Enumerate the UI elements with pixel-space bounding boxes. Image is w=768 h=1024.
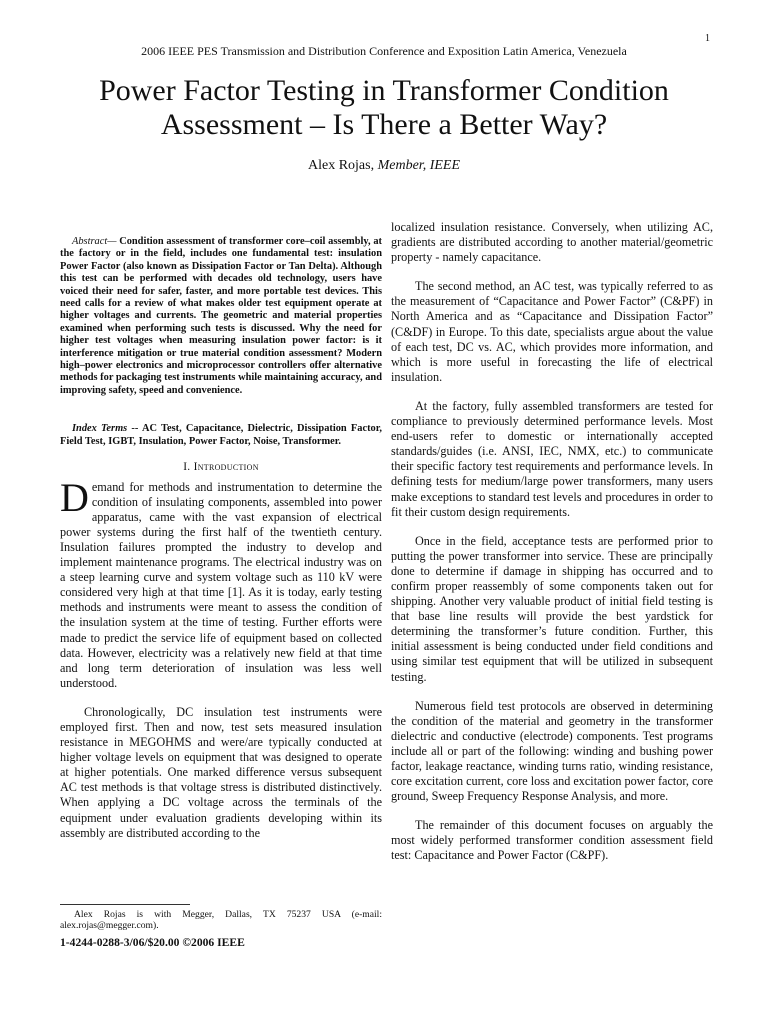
right-paragraph-4: Numerous field test protocols are observed in determining the condition of the material and geometry in the transformer dielectric and conductive (electrode) components. Test programs include all or part of the following: winding and bushing power factor, leakage reactance, winding turns ratio, winding resistance, core excitation current, core loss and excitation power factor, core ground, Sweep Frequency Response Analysis, and more. — [391, 698, 713, 804]
abstract-lead: Abstract— — [72, 236, 117, 247]
section-heading — [60, 460, 382, 475]
section-number: I. — [183, 461, 191, 474]
index-terms — [60, 423, 382, 448]
intro-paragraph-2: Chronologically, DC insulation test instruments were employed first. Then and now, test sets measured insulation resistance in MEGOHMS and were/are typically conducted at higher voltage levels on equipment that was designed to operate at higher potentials. One marked difference versus subsequent AC test methods is that voltage stress is distributed distinctively. When applying a DC voltage across the terminals of the equipment under evaluation gradients developing within its assembly are distributed according to the — [60, 704, 382, 840]
drop-cap: D — [60, 474, 89, 520]
abstract — [60, 236, 382, 397]
right-paragraph-1: The second method, an AC test, was typically referred to as the measurement of “Capacitance and Power Factor” (C&PF) in North America and as “Capacitance and Dissipation Factor” (C&DF) in Europe. To this date, specialists argue about the value of each test, DC vs. AC, which provides more information, and which is more useful in forecasting the life of electrical insulation. — [391, 279, 713, 384]
author-line — [0, 158, 768, 174]
footnote-rule — [60, 904, 190, 905]
right-column — [391, 220, 713, 878]
intro-paragraph-1-text: emand for methods and instrumentation to determine the condition of insulating components, assembled into power apparatus, came with the vast expansion of electrical power systems during the first half of the twentieth century. Insulation failures prompted the industry to develop and implement maintenance programs. The electrical industry was on a steep learning curve and system voltage such as 110 kV were considered very high at that time [1]. As it is today, early testing methods and instruments were meant to assess the condition of the insulation system at the time of testing. Further efforts were made to predict the service life of equipment based on collected data. However, electricity was a relatively new field at that time and long term deterioration of insulation was less well understood. — [60, 479, 382, 690]
left-column — [60, 236, 382, 855]
index-terms-lead: Index Terms — [72, 423, 128, 435]
copyright-line: 1-4244-0288-3/06/$20.00 ©2006 IEEE — [60, 936, 245, 949]
page-number: 1 — [705, 33, 710, 44]
right-paragraph-2: At the factory, fully assembled transformers are tested for compliance to previously determined performance levels. Most end-users refer to domestic or internationally accepted standards/guides (i.e. ANSI, IEC, NMX, etc.) to communicate their specific factory test requirements and performance levels. In defining tests for medium/large power transformers, many users make exceptions to standard test levels and procedures in order to fit their custom design requirements. — [391, 398, 713, 519]
conference-header: 2006 IEEE PES Transmission and Distribution Conference and Exposition Latin America, Venezuela — [141, 44, 627, 58]
right-paragraph-0: localized insulation resistance. Conversely, when utilizing AC, gradients are distributed according to another material/geometric property - namely capacitance. — [391, 220, 713, 265]
right-paragraph-3: Once in the field, acceptance tests are performed prior to putting the power transformer into service. These are principally done to determine if damage in shipping has occurred and to confirm proper reassembly of some components taken out for shipping. Another very valuable product of initial field testing is that base line results will provide the best yardstick for determining the transformer’s future condition. Further, this initial assessment is being conducted under field conditions and using similar test equipment that will be utilized in subsequent testing. — [391, 533, 713, 684]
section-title: Introduction — [193, 461, 259, 474]
paper-title: Power Factor Testing in Transformer Condition Assessment – Is There a Better Way? — [99, 74, 669, 141]
index-terms-text: -- AC Test, Capacitance, Dielectric, Dissipation Factor, Field Test, IGBT, Insulation, Power Factor, Noise, Transformer. — [60, 423, 382, 447]
author-footnote: Alex Rojas is with Megger, Dallas, TX 75237 USA (e-mail: alex.rojas@megger.com). — [60, 909, 382, 932]
author-affiliation: Member, IEEE — [377, 158, 461, 173]
right-paragraph-5: The remainder of this document focuses on arguably the most widely performed transformer condition assessment field test: Capacitance and Power Factor (C&PF). — [391, 818, 713, 863]
author-name: Alex Rojas, — [307, 158, 375, 173]
abstract-text: Condition assessment of transformer core–coil assembly, at the factory or in the field, includes one fundamental test: insulation Power Factor (also known as Dissipation Factor or Tan Delta). Although this test can be performed with decades old technology, users have voiced their need for safer, faster, and more portable test devices. This need calls for a review of what makes older test equipment operate at higher voltages and currents. The geometric and material properties examined when performing such tests is discussed. Why the need for higher test voltages when measuring insulation power factor: is it interference mitigation or true material condition assessment? Modern high–power electronics and microprocessor controllers offer alternative methods for packaging test instruments while maintaining accuracy, and improving safety, speed and convenience. — [60, 236, 382, 396]
intro-paragraph-1 — [60, 474, 382, 691]
